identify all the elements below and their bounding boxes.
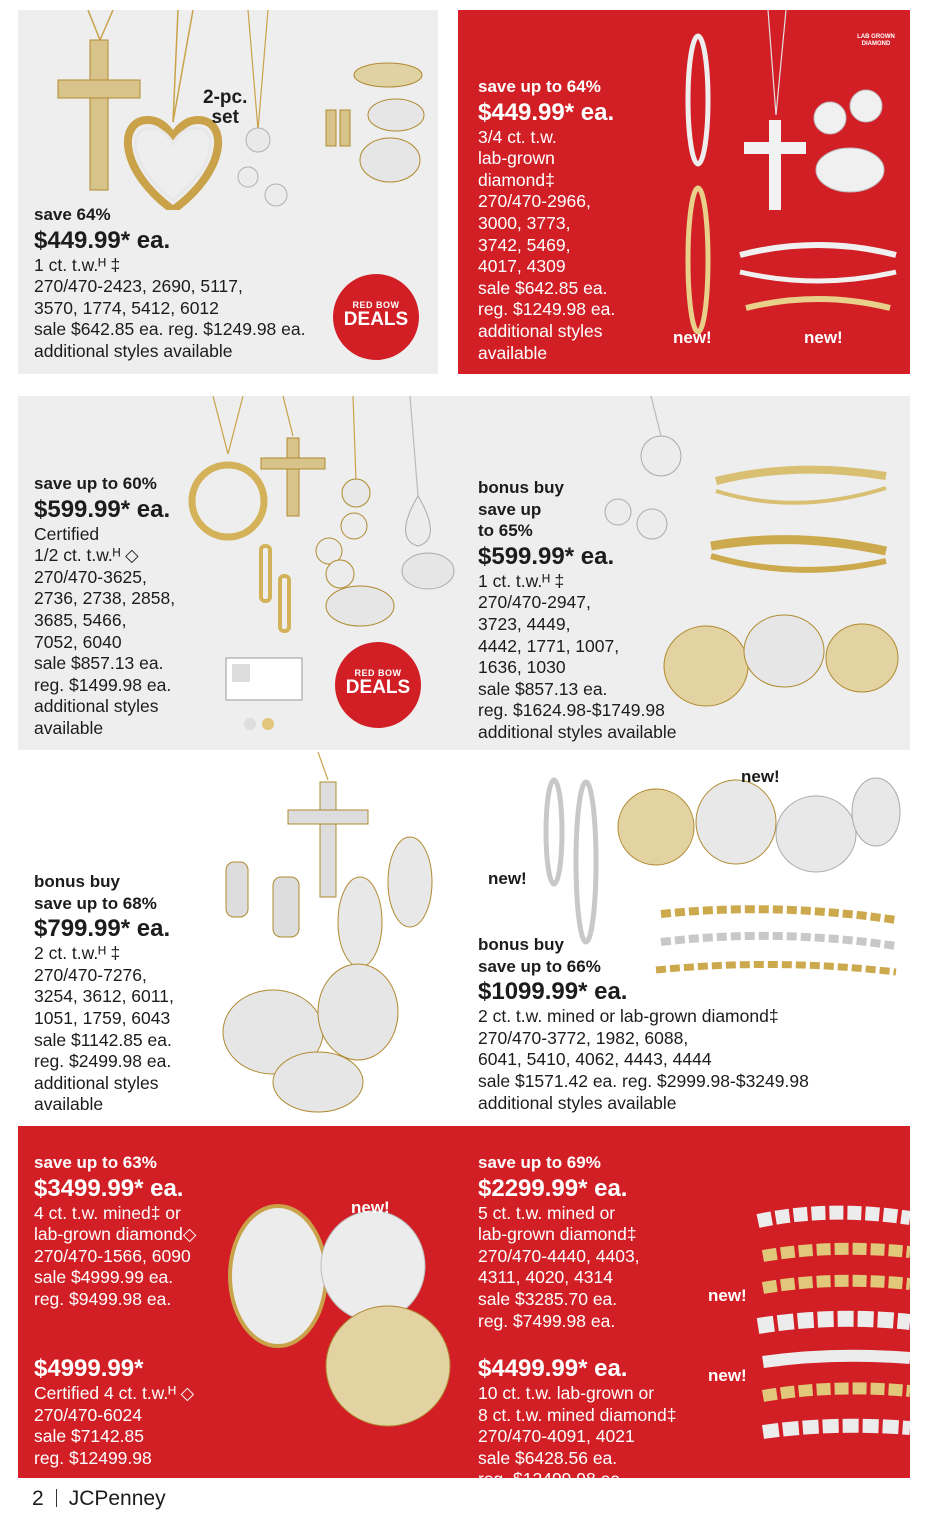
offer-text	[478, 1152, 640, 1332]
price: $4499.99* ea.	[478, 1355, 628, 1382]
detail-line: 4 ct. t.w. mined‡ or	[34, 1202, 181, 1223]
detail-line: 1 ct. t.w.ᴴ ‡	[34, 254, 121, 275]
detail-line: additional styles	[34, 696, 159, 717]
detail-line: 3254, 3612, 6011,	[34, 986, 174, 1007]
detail-line: Certified	[34, 523, 100, 544]
detail-line: lab-grown diamond◇	[34, 1224, 197, 1245]
detail-line: 270/470-4440, 4403,	[478, 1245, 640, 1266]
detail-line: sale $7142.85	[34, 1426, 144, 1447]
footer-divider	[56, 1489, 57, 1507]
save-label: save up to 69%	[478, 1153, 601, 1172]
new-tag: new!	[741, 767, 780, 786]
detail-line: additional styles	[34, 1072, 159, 1093]
detail-line: 4442, 1771, 1007,	[478, 635, 620, 656]
panel-bonus-buy-cross	[18, 752, 458, 1122]
red-bow-deals-badge	[335, 642, 421, 728]
detail-line: 2 ct. t.w.ᴴ ‡	[34, 943, 121, 964]
detail-line: sale $4999.99 ea.	[34, 1267, 174, 1288]
detail-line: 3742, 5469,	[478, 234, 571, 255]
detail-line: sale $857.13 ea.	[34, 653, 164, 674]
new-tag: new!	[351, 1198, 390, 1217]
detail-line: reg. $9499.98 ea.	[34, 1288, 172, 1309]
detail-line: 3723, 4449,	[478, 613, 571, 634]
badge-big-text: DEALS	[343, 309, 409, 330]
offer-text	[34, 1152, 196, 1311]
price: $449.99* ea.	[478, 98, 615, 126]
new-tag: new!	[708, 1286, 747, 1305]
detail-line: sale $1571.42 ea. reg. $2999.98-$3249.98	[478, 1070, 809, 1091]
save-label: save up to 64%	[478, 77, 601, 96]
badge-big-text: DEALS	[345, 677, 411, 698]
detail-line: 7052, 6040	[34, 631, 122, 652]
new-tag: new!	[673, 328, 712, 347]
offer-text	[34, 473, 175, 740]
detail-line: additional styles available	[478, 721, 677, 742]
save-label: save 64%	[34, 205, 111, 224]
set-label: 2-pc. set	[203, 87, 248, 128]
offer-text-certified	[34, 1354, 194, 1469]
detail-line: reg. $12499.98	[34, 1447, 152, 1468]
header-line: bonus buy	[478, 935, 564, 954]
offer-text	[478, 76, 615, 364]
detail-line: reg. $1499.98 ea.	[34, 674, 172, 695]
detail-line: Certified 4 ct. t.w.ᴴ ◇	[34, 1383, 195, 1403]
detail-line: sale $1142.85 ea.	[34, 1029, 172, 1050]
panel-bonus-buy-bracelets	[466, 396, 910, 750]
detail-line: reg. $1249.98 ea.	[478, 299, 616, 320]
panel-certified-pendants	[18, 396, 466, 750]
lab-grown-logo: LAB GROWN DIAMOND	[857, 34, 895, 47]
detail-line: sale $6428.56 ea.	[478, 1447, 618, 1468]
panel-bonus-buy-mined-lab	[466, 752, 910, 1122]
header-line: bonus buy	[478, 478, 564, 497]
new-tag: new!	[488, 869, 527, 888]
detail-line: 270/470-7276,	[34, 964, 147, 985]
detail-line: sale $642.85 ea. reg. $1249.98 ea.	[34, 319, 306, 340]
detail-line: 2 ct. t.w. mined or lab-grown diamond‡	[478, 1006, 779, 1027]
detail-line: sale $3285.70 ea.	[478, 1288, 618, 1309]
detail-line: 6041, 5410, 4062, 4443, 4444	[478, 1049, 712, 1070]
detail-line: 3570, 1774, 5412, 6012	[34, 297, 219, 318]
detail-line: 270/470-2966,	[478, 191, 591, 212]
detail-line: 3/4 ct. t.w.	[478, 126, 557, 147]
detail-line: reg. $1624.98-$1749.98	[478, 700, 665, 721]
detail-line: 1636, 1030	[478, 657, 566, 678]
price: $1099.99* ea.	[478, 978, 628, 1006]
detail-line: 270/470-6024	[34, 1404, 143, 1425]
detail-line: 270/470-3772, 1982, 6088,	[478, 1027, 689, 1048]
detail-line: 270/470-2423, 2690, 5117,	[34, 276, 243, 297]
detail-line: 10 ct. t.w. lab-grown or	[478, 1383, 655, 1403]
detail-line: 2736, 2738, 2858,	[34, 588, 176, 609]
price: $3499.99* ea.	[34, 1174, 184, 1202]
panel-lab-grown-hoops	[458, 10, 910, 374]
header-line: save up to 66%	[478, 956, 601, 976]
detail-line: available	[34, 717, 104, 738]
offer-text-10ct	[478, 1354, 676, 1491]
header-line: save up	[478, 499, 542, 519]
detail-line: 3685, 5466,	[34, 609, 127, 630]
detail-line: 270/470-3625,	[34, 566, 147, 587]
detail-line: additional styles available	[478, 1092, 677, 1113]
new-tag: new!	[804, 328, 843, 347]
detail-line: 270/470-1566, 6090	[34, 1245, 191, 1266]
detail-line: available	[34, 1094, 104, 1115]
price: $599.99* ea.	[478, 542, 615, 570]
detail-line: sale $642.85 ea.	[478, 277, 608, 298]
detail-line: 5 ct. t.w. mined or	[478, 1202, 616, 1223]
badge-small-text: RED BOW	[354, 668, 402, 678]
panel-heart-cross-set	[18, 10, 438, 374]
detail-line: additional styles	[478, 320, 603, 341]
price: $599.99* ea.	[34, 495, 171, 523]
header-line: to 65%	[478, 521, 533, 541]
detail-line: 1051, 1759, 6043	[34, 1007, 171, 1028]
detail-line: 4017, 4309	[478, 256, 566, 277]
detail-line: reg. $12499.98 ea.	[478, 1469, 625, 1490]
panel-bottom-red	[18, 1126, 910, 1490]
price: $2299.99* ea.	[478, 1174, 628, 1202]
badge-small-text: RED BOW	[352, 300, 400, 310]
detail-line: 4311, 4020, 4314	[478, 1267, 613, 1288]
red-bow-deals-badge	[333, 274, 419, 360]
detail-line: available	[478, 342, 548, 363]
brand-name: JCPenney	[68, 1487, 166, 1510]
offer-text	[478, 477, 676, 744]
detail-line: 1/2 ct. t.w.ᴴ ◇	[34, 545, 139, 566]
price: $4999.99*	[34, 1355, 144, 1382]
detail-line: reg. $2499.98 ea.	[34, 1051, 172, 1072]
detail-line: 270/470-4091, 4021	[478, 1426, 635, 1447]
detail-line: diamond‡	[478, 169, 555, 190]
header-line: save up to 68%	[34, 893, 157, 913]
offer-text	[34, 204, 305, 363]
detail-line: 1 ct. t.w.ᴴ ‡	[478, 570, 565, 591]
save-label: save up to 60%	[34, 474, 157, 493]
detail-line: lab-grown	[478, 148, 555, 169]
detail-line: 8 ct. t.w. mined diamond‡	[478, 1404, 677, 1425]
detail-line: reg. $7499.98 ea.	[478, 1310, 616, 1331]
header-line: bonus buy	[34, 872, 120, 891]
price: $799.99* ea.	[34, 915, 171, 943]
offer-text	[34, 871, 174, 1116]
save-label: save up to 63%	[34, 1153, 157, 1172]
new-tag: new!	[708, 1366, 747, 1385]
price: $449.99* ea.	[34, 226, 171, 254]
detail-line: lab-grown diamond‡	[478, 1224, 637, 1245]
detail-line: sale $857.13 ea.	[478, 678, 608, 699]
page-footer	[32, 1487, 166, 1511]
page-number: 2	[32, 1487, 44, 1510]
detail-line: 3000, 3773,	[478, 212, 571, 233]
detail-line: 270/470-2947,	[478, 592, 591, 613]
detail-line: additional styles available	[34, 340, 233, 361]
offer-text	[478, 934, 809, 1114]
